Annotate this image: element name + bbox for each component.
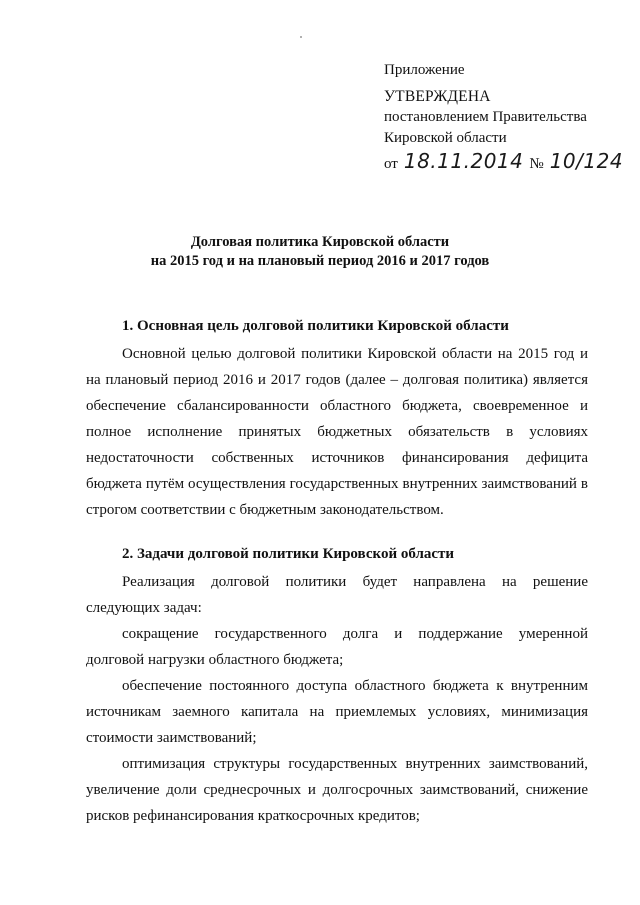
section-1-heading: 1. Основная цель долговой политики Кировской области <box>122 318 509 334</box>
resolution-line-2: Кировской области <box>384 130 507 146</box>
title-line-2: на 2015 год и на плановый период 2016 и 2017 годов <box>150 253 490 269</box>
task-item-3: оптимизация структуры государственных внутренних заимствований, увеличение доли среднесрочных и долгосрочных заимствований, снижение рисков рефинансирования краткосрочных кредитов; <box>86 756 588 824</box>
appendix-label: Приложение <box>384 62 465 78</box>
from-prefix: от <box>384 156 398 172</box>
task-item-1: сокращение государственного долга и поддержание умеренной долговой нагрузки областного бюджета; <box>86 626 588 668</box>
approved-label: УТВЕРЖДЕНА <box>384 88 491 105</box>
title-line-1: Долговая политика Кировской области <box>190 234 450 250</box>
section-1-paragraph: Основной целью долговой политики Кировской области на 2015 год и на плановый период 2016 и 2017 годов (далее – долговая политика) является обеспечение сбалансированности областного бюджета, своевременное и полное исполнение принятых бюджетных обязательств в условиях недостаточности собственных источников финансирования дефицита бюджета путём осуществления государственных внутренних заимствований в строгом соответствии с бюджетным законодательством. <box>86 346 588 518</box>
scan-speck <box>300 36 302 38</box>
resolution-line-1: постановлением Правительства <box>384 109 587 125</box>
date-number-line <box>384 151 623 175</box>
document-title <box>0 233 640 271</box>
section-2-heading: 2. Задачи долговой политики Кировской области <box>122 546 455 562</box>
handwritten-number: 10/124 <box>549 149 624 173</box>
approval-block <box>384 60 623 175</box>
number-sign: № <box>529 156 544 172</box>
handwritten-date: 18.11.2014 <box>403 149 524 173</box>
task-item-2: обеспечение постоянного доступа областного бюджета к внутренним источникам заемного капитала на приемлемых условиях, минимизация стоимости заимствований; <box>86 678 588 746</box>
section-2-intro: Реализация долговой политики будет направлена на решение следующих задач: <box>86 574 588 616</box>
